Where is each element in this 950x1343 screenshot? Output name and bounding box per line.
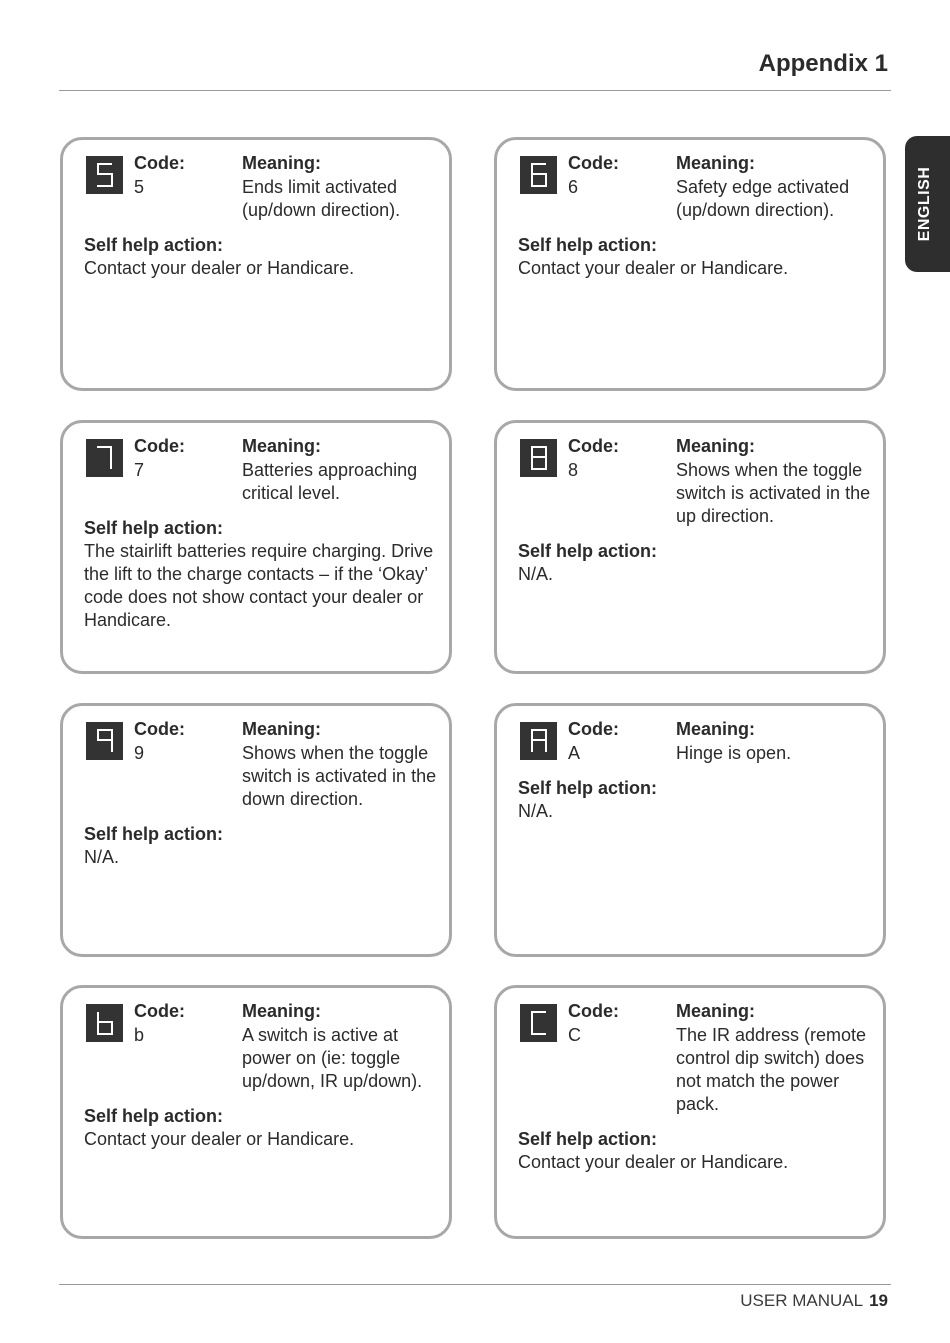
code-value: C (568, 1025, 581, 1045)
self-help-label: Self help action: (518, 1129, 658, 1149)
code-value: 9 (134, 743, 145, 763)
code-label: Code: (134, 436, 185, 456)
self-help-label: Self help action: (518, 235, 658, 255)
meaning-text: A switch is active at power on (ie: toggle up/down, IR up/down). (242, 1025, 423, 1091)
self-help-text: N/A. (84, 847, 120, 867)
meaning-text: Batteries approaching critical level. (242, 460, 418, 503)
seven-segment-c-icon (520, 1004, 557, 1042)
code-label: Code: (568, 436, 619, 456)
code-label: Code: (568, 719, 619, 739)
self-help-block (84, 1105, 439, 1151)
code-card-5 (60, 137, 452, 391)
meaning-label: Meaning: (676, 153, 755, 173)
header-rule (59, 90, 891, 91)
code-card-8 (494, 420, 886, 674)
code-value: b (134, 1025, 145, 1045)
meaning-text: Shows when the toggle switch is activated in the down direction. (242, 743, 437, 809)
code-value: 8 (568, 460, 579, 480)
self-help-block (518, 540, 873, 586)
language-tab-label: ENGLISH (916, 166, 933, 242)
code-label: Code: (134, 153, 185, 173)
page-footer (740, 1291, 888, 1311)
meaning-label: Meaning: (242, 153, 321, 173)
self-help-block (84, 823, 439, 869)
self-help-text: N/A. (518, 801, 554, 821)
code-card-a (494, 703, 886, 957)
self-help-label: Self help action: (84, 518, 224, 538)
language-tab (905, 136, 950, 272)
code-card-6 (494, 137, 886, 391)
seven-segment-a-icon (520, 722, 557, 760)
page-header-title: Appendix 1 (758, 50, 888, 77)
self-help-block (518, 1128, 873, 1174)
self-help-text: Contact your dealer or Handicare. (84, 258, 355, 278)
meaning-label: Meaning: (676, 1001, 755, 1021)
page-number: 19 (869, 1291, 888, 1310)
self-help-label: Self help action: (84, 1106, 224, 1126)
self-help-text: Contact your dealer or Handicare. (518, 258, 789, 278)
seven-segment-b-icon (86, 1004, 123, 1042)
seven-segment-7-icon (86, 439, 123, 477)
footer-rule (59, 1284, 891, 1285)
seven-segment-8-icon (520, 439, 557, 477)
meaning-text: Hinge is open. (676, 743, 792, 763)
code-card-c (494, 985, 886, 1239)
self-help-block (84, 517, 439, 632)
code-card-9 (60, 703, 452, 957)
self-help-block (518, 234, 873, 280)
meaning-label: Meaning: (676, 436, 755, 456)
code-value: 7 (134, 460, 145, 480)
self-help-text: The stairlift batteries require charging. Drive the lift to the charge contacts – if the ‘Okay’ code does not show contact your dealer or Handicare. (84, 541, 434, 630)
meaning-label: Meaning: (676, 719, 755, 739)
meaning-label: Meaning: (242, 436, 321, 456)
code-value: A (568, 743, 581, 763)
meaning-text: Safety edge activated (up/down direction). (676, 177, 850, 220)
seven-segment-5-icon (86, 156, 123, 194)
self-help-block (518, 777, 873, 823)
self-help-label: Self help action: (518, 541, 658, 561)
code-value: 6 (568, 177, 579, 197)
meaning-text: Ends limit activated (up/down direction). (242, 177, 401, 220)
self-help-text: Contact your dealer or Handicare. (84, 1129, 355, 1149)
seven-segment-9-icon (86, 722, 123, 760)
self-help-label: Self help action: (84, 824, 224, 844)
footer-label: USER MANUAL (740, 1291, 864, 1310)
meaning-text: Shows when the toggle switch is activated in the up direction. (676, 460, 871, 526)
code-label: Code: (134, 1001, 185, 1021)
code-card-b (60, 985, 452, 1239)
code-label: Code: (568, 1001, 619, 1021)
meaning-text: The IR address (remote control dip switch) does not match the power pack. (676, 1025, 867, 1114)
self-help-label: Self help action: (518, 778, 658, 798)
self-help-text: N/A. (518, 564, 554, 584)
code-card-7 (60, 420, 452, 674)
self-help-block (84, 234, 439, 280)
seven-segment-6-icon (520, 156, 557, 194)
meaning-label: Meaning: (242, 1001, 321, 1021)
self-help-label: Self help action: (84, 235, 224, 255)
self-help-text: Contact your dealer or Handicare. (518, 1152, 789, 1172)
code-value: 5 (134, 177, 145, 197)
code-label: Code: (134, 719, 185, 739)
code-label: Code: (568, 153, 619, 173)
meaning-label: Meaning: (242, 719, 321, 739)
